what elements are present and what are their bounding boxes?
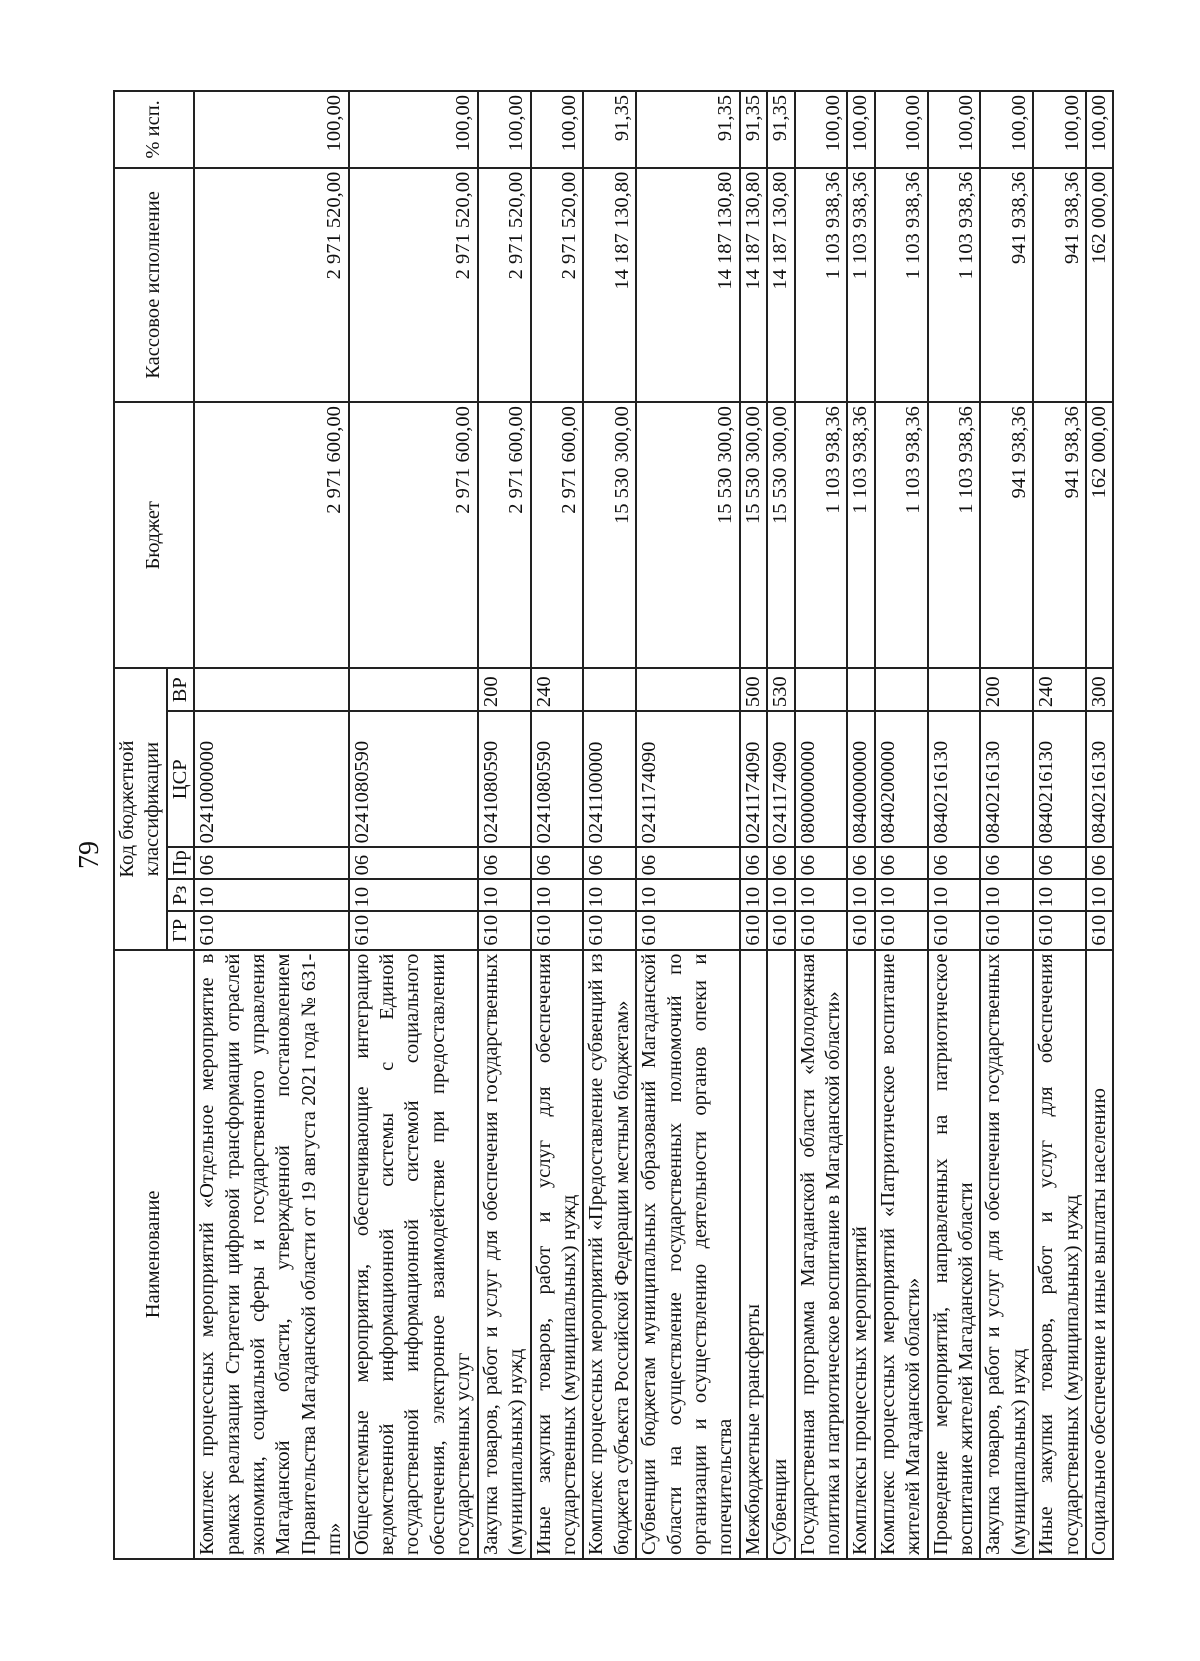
cell-csr: 0840000000: [847, 711, 874, 847]
column-header-budget: Бюджет: [114, 402, 194, 668]
cell-execution: 14 187 130,80: [740, 168, 767, 402]
cell-budget: 2 971 600,00: [531, 402, 584, 668]
cell-pr: 06: [1086, 847, 1113, 879]
cell-budget: 15 530 300,00: [636, 402, 740, 668]
cell-name: Субвенции бюджетам муниципальных образований Магаданской области на осуществление государственных полномочий по организации и осуществлению деятельности органов опеки и попечительства: [636, 950, 740, 1559]
table-row: [349, 91, 478, 1559]
cell-budget: 2 971 600,00: [478, 402, 531, 668]
table-row: [478, 91, 531, 1559]
cell-csr: 0241080590: [349, 711, 478, 847]
cell-execution: 941 938,36: [980, 168, 1033, 402]
cell-gr: 610: [875, 911, 928, 949]
cell-budget: 1 103 938,36: [928, 402, 981, 668]
cell-percent: 91,35: [636, 91, 740, 168]
cell-csr: 0241080590: [478, 711, 531, 847]
cell-gr: 610: [740, 911, 767, 949]
cell-rz: 10: [875, 879, 928, 911]
cell-percent: 91,35: [767, 91, 794, 168]
cell-name: Закупка товаров, работ и услуг для обеспечения государственных (муниципальных) нужд: [478, 950, 531, 1559]
cell-pr: 06: [531, 847, 584, 879]
cell-execution: 2 971 520,00: [349, 168, 478, 402]
cell-pr: 06: [875, 847, 928, 879]
cell-budget: 1 103 938,36: [847, 402, 874, 668]
cell-budget: 941 938,36: [980, 402, 1033, 668]
cell-rz: 10: [531, 879, 584, 911]
cell-vr: 300: [1086, 668, 1113, 711]
table-row: [194, 91, 348, 1559]
cell-vr: 200: [980, 668, 1033, 711]
column-header-pr: Пр: [167, 847, 194, 879]
cell-percent: 100,00: [847, 91, 874, 168]
cell-name: Социальное обеспечение и иные выплаты населению: [1086, 950, 1113, 1559]
table-row: [847, 91, 874, 1559]
budget-table: [113, 90, 1114, 1560]
cell-rz: 10: [1033, 879, 1086, 911]
cell-rz: 10: [1086, 879, 1113, 911]
column-header-gr: ГР: [167, 911, 194, 949]
cell-pr: 06: [928, 847, 981, 879]
table-row: [740, 91, 767, 1559]
cell-budget: 1 103 938,36: [795, 402, 848, 668]
cell-pr: 06: [583, 847, 636, 879]
cell-csr: 0241174090: [636, 711, 740, 847]
cell-rz: 10: [349, 879, 478, 911]
cell-vr: 530: [767, 668, 794, 711]
cell-execution: 1 103 938,36: [928, 168, 981, 402]
cell-rz: 10: [767, 879, 794, 911]
table-header: [114, 91, 194, 1559]
cell-budget: 15 530 300,00: [767, 402, 794, 668]
cell-pr: 06: [478, 847, 531, 879]
cell-vr: [795, 668, 848, 711]
cell-rz: 10: [478, 879, 531, 911]
cell-gr: 610: [795, 911, 848, 949]
cell-gr: 610: [478, 911, 531, 949]
cell-vr: [194, 668, 348, 711]
column-header-name: Наименование: [114, 950, 194, 1559]
cell-gr: 610: [1086, 911, 1113, 949]
cell-execution: 14 187 130,80: [636, 168, 740, 402]
cell-gr: 610: [928, 911, 981, 949]
cell-name: Межбюджетные трансферты: [740, 950, 767, 1559]
cell-name: Государственная программа Магаданской области «Молодежная политика и патриотическое воспитание в Магаданской области»: [795, 950, 848, 1559]
table-row: [583, 91, 636, 1559]
cell-vr: [583, 668, 636, 711]
table-row: [1033, 91, 1086, 1559]
cell-execution: 162 000,00: [1086, 168, 1113, 402]
table-row: [980, 91, 1033, 1559]
cell-pr: 06: [740, 847, 767, 879]
cell-percent: 100,00: [875, 91, 928, 168]
cell-csr: 0840200000: [875, 711, 928, 847]
cell-execution: 1 103 938,36: [847, 168, 874, 402]
cell-percent: 91,35: [740, 91, 767, 168]
cell-percent: 100,00: [928, 91, 981, 168]
cell-gr: 610: [980, 911, 1033, 949]
cell-execution: 941 938,36: [1033, 168, 1086, 402]
cell-name: Комплекс процессных мероприятий «Предоставление субвенций из бюджета субъекта Российской Федерации местным бюджетам»: [583, 950, 636, 1559]
cell-gr: 610: [847, 911, 874, 949]
cell-rz: 10: [847, 879, 874, 911]
cell-execution: 14 187 130,80: [583, 168, 636, 402]
column-header-vr: ВР: [167, 668, 194, 711]
cell-csr: 0241174090: [740, 711, 767, 847]
cell-vr: 500: [740, 668, 767, 711]
cell-percent: 100,00: [980, 91, 1033, 168]
cell-execution: 1 103 938,36: [875, 168, 928, 402]
cell-gr: 610: [636, 911, 740, 949]
column-header-percent: % исп.: [114, 91, 194, 168]
cell-percent: 100,00: [795, 91, 848, 168]
cell-name: Субвенции: [767, 950, 794, 1559]
cell-budget: 941 938,36: [1033, 402, 1086, 668]
cell-pr: 06: [847, 847, 874, 879]
cell-gr: 610: [531, 911, 584, 949]
cell-rz: 10: [740, 879, 767, 911]
cell-gr: 610: [194, 911, 348, 949]
cell-name: Комплекс процессных мероприятий «Отдельное мероприятие в рамках реализации Стратегии цифровой трансформации отраслей экономики, социальной сферы и государственного управления Магаданской области, утвержденной постановлением Правительства Магаданской области от 19 августа 2021 года № 631-пп»: [194, 950, 348, 1559]
cell-csr: 0241000000: [194, 711, 348, 847]
column-header-csr: ЦСР: [167, 711, 194, 847]
table-row: [1086, 91, 1113, 1559]
cell-pr: 06: [349, 847, 478, 879]
table-row: [531, 91, 584, 1559]
cell-name: Комплексы процессных мероприятий: [847, 950, 874, 1559]
cell-name: Комплекс процессных мероприятий «Патриотическое воспитание жителей Магаданской области»: [875, 950, 928, 1559]
cell-execution: 2 971 520,00: [194, 168, 348, 402]
cell-csr: 0840216130: [1033, 711, 1086, 847]
cell-gr: 610: [1033, 911, 1086, 949]
table-body: [194, 91, 1113, 1559]
cell-percent: 100,00: [349, 91, 478, 168]
cell-vr: [636, 668, 740, 711]
cell-name: Иные закупки товаров, работ и услуг для обеспечения государственных (муниципальных) нужд: [531, 950, 584, 1559]
column-header-execution: Кассовое исполнение: [114, 168, 194, 402]
cell-percent: 100,00: [1033, 91, 1086, 168]
table-row: [767, 91, 794, 1559]
cell-vr: 240: [1033, 668, 1086, 711]
cell-name: Проведение мероприятий, направленных на патриотическое воспитание жителей Магаданской области: [928, 950, 981, 1559]
cell-rz: 10: [583, 879, 636, 911]
cell-rz: 10: [928, 879, 981, 911]
cell-execution: 1 103 938,36: [795, 168, 848, 402]
cell-rz: 10: [636, 879, 740, 911]
cell-csr: 0241174090: [767, 711, 794, 847]
cell-pr: 06: [194, 847, 348, 879]
cell-pr: 06: [767, 847, 794, 879]
cell-percent: 100,00: [194, 91, 348, 168]
column-header-code-group: Код бюджетной классификации: [114, 668, 167, 949]
cell-csr: 0800000000: [795, 711, 848, 847]
cell-budget: 2 971 600,00: [194, 402, 348, 668]
page-number: 79: [74, 841, 105, 869]
cell-execution: 2 971 520,00: [478, 168, 531, 402]
cell-csr: 0840216130: [1086, 711, 1113, 847]
cell-csr: 0241080590: [531, 711, 584, 847]
cell-budget: 162 000,00: [1086, 402, 1113, 668]
cell-name: Закупка товаров, работ и услуг для обеспечения государственных (муниципальных) нужд: [980, 950, 1033, 1559]
cell-budget: 15 530 300,00: [583, 402, 636, 668]
table-row: [928, 91, 981, 1559]
cell-percent: 100,00: [1086, 91, 1113, 168]
cell-execution: 2 971 520,00: [531, 168, 584, 402]
table-row: [875, 91, 928, 1559]
cell-pr: 06: [636, 847, 740, 879]
cell-budget: 1 103 938,36: [875, 402, 928, 668]
cell-budget: 15 530 300,00: [740, 402, 767, 668]
cell-pr: 06: [980, 847, 1033, 879]
cell-percent: 91,35: [583, 91, 636, 168]
cell-vr: 240: [531, 668, 584, 711]
cell-csr: 0840216130: [928, 711, 981, 847]
cell-rz: 10: [795, 879, 848, 911]
cell-execution: 14 187 130,80: [767, 168, 794, 402]
cell-name: Общесистемные мероприятия, обеспечивающие интеграцию ведомственной информационной системы с Единой государственной информационной системой социального обеспечения, электронное взаимодействие при предоставлении государственных услуг: [349, 950, 478, 1559]
cell-gr: 610: [767, 911, 794, 949]
cell-gr: 610: [349, 911, 478, 949]
cell-budget: 2 971 600,00: [349, 402, 478, 668]
cell-csr: 0241100000: [583, 711, 636, 847]
cell-csr: 0840216130: [980, 711, 1033, 847]
cell-vr: [349, 668, 478, 711]
cell-percent: 100,00: [478, 91, 531, 168]
cell-vr: [875, 668, 928, 711]
cell-rz: 10: [194, 879, 348, 911]
cell-pr: 06: [795, 847, 848, 879]
cell-rz: 10: [980, 879, 1033, 911]
cell-gr: 610: [583, 911, 636, 949]
cell-vr: 200: [478, 668, 531, 711]
cell-vr: [847, 668, 874, 711]
rotated-page-content: [113, 90, 1111, 1560]
table-row: [795, 91, 848, 1559]
cell-vr: [928, 668, 981, 711]
cell-percent: 100,00: [531, 91, 584, 168]
cell-pr: 06: [1033, 847, 1086, 879]
cell-name: Иные закупки товаров, работ и услуг для обеспечения государственных (муниципальных) нужд: [1033, 950, 1086, 1559]
table-row: [636, 91, 740, 1559]
column-header-rz: Рз: [167, 879, 194, 911]
